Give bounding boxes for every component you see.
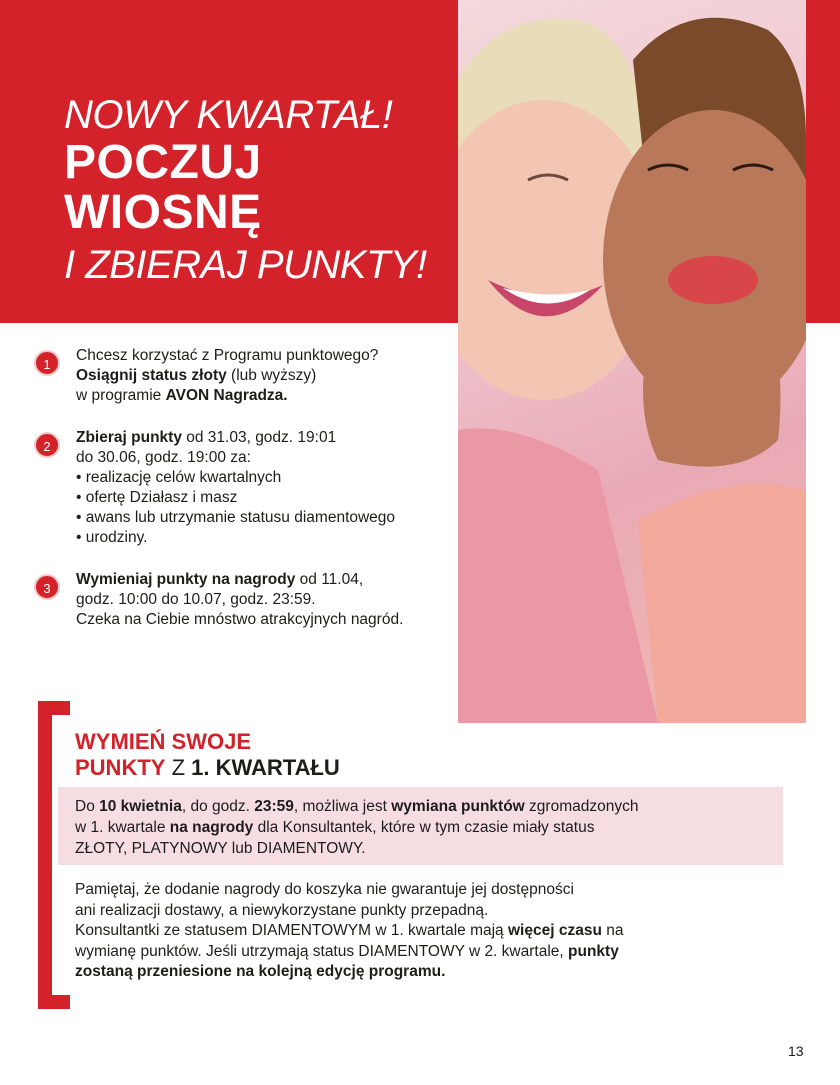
step-text-part: w programie — [76, 387, 166, 404]
step-1 — [34, 346, 454, 406]
highlight-line — [75, 817, 775, 838]
section-title-part: Z — [165, 755, 192, 780]
step-text-part: od 31.03, godz. 19:01 — [181, 429, 337, 446]
step-emphasis: AVON Nagradza. — [165, 387, 288, 404]
step-emphasis: Osiągnij status złoty — [76, 367, 227, 384]
bracket-decoration — [38, 995, 70, 1009]
step-number-badge: 3 — [34, 574, 60, 600]
bullet-item: • urodziny. — [76, 528, 454, 548]
notes-paragraph — [75, 880, 775, 983]
step-text: Chcesz korzystać z Programu punktowego? — [76, 347, 379, 364]
step-3 — [34, 570, 454, 630]
headline-line-3: WIOSNĘ — [64, 186, 262, 239]
section-title-part: 1. KWARTAŁU — [191, 755, 340, 780]
highlight-line: ZŁOTY, PLATYNOWY lub DIAMENTOWY. — [75, 840, 366, 857]
text-emphasis: zostaną przeniesione na kolejną edycję programu. — [75, 963, 446, 980]
text-part: na — [601, 922, 624, 939]
step-2 — [34, 428, 454, 548]
step-emphasis: Wymieniaj punkty na nagrody — [76, 571, 296, 588]
text-part: dla Konsultantek, które w tym czasie miały status — [253, 819, 595, 836]
step-number-badge: 2 — [34, 432, 60, 458]
text-part: , możliwa jest — [293, 798, 392, 815]
step-text: do 30.06, godz. 19:00 za: — [76, 449, 251, 466]
highlight-text — [75, 796, 775, 859]
text-part: , do godz. — [181, 798, 255, 815]
section-title — [75, 729, 340, 781]
section-title-part: PUNKTY — [75, 755, 166, 780]
notes-line — [75, 962, 775, 983]
step-text-part: (lub wyższy) — [226, 367, 317, 384]
headline-line-4: I ZBIERAJ PUNKTY! — [64, 243, 427, 287]
notes-line: Pamiętaj, że dodanie nagrody do koszyka nie gwarantuje jej dostępności — [75, 881, 574, 898]
text-emphasis: na nagrody — [169, 819, 254, 836]
headline-line-1: NOWY KWARTAŁ! — [64, 93, 393, 137]
bracket-decoration — [38, 701, 52, 1009]
page-number: 13 — [788, 1043, 804, 1059]
highlight-line — [75, 796, 775, 817]
step-emphasis: Zbieraj punkty — [76, 429, 182, 446]
section-title-line-1: WYMIEŃ SWOJE — [75, 729, 252, 754]
text-part: wymianę punktów. Jeśli utrzymają status DIAMENTOWY w 2. kwartale, — [75, 942, 569, 960]
step-text: godz. 10:00 do 10.07, godz. 23:59. — [76, 591, 316, 608]
step-text — [76, 570, 454, 590]
step-text — [76, 428, 454, 448]
text-part: w 1. kwartale — [75, 819, 170, 836]
bullet-item: • realizację celów kwartalnych — [76, 468, 454, 488]
text-part: zgromadzonych — [524, 798, 639, 815]
hero-photo-illustration — [458, 0, 806, 723]
notes-line — [75, 921, 775, 942]
bullet-item: • awans lub utrzymanie statusu diamentowego — [76, 508, 454, 528]
step-text: Czeka na Ciebie mnóstwo atrakcyjnych nagród. — [76, 611, 404, 628]
text-emphasis: 10 kwietnia — [99, 798, 182, 815]
headline-line-2: POCZUJ — [64, 136, 262, 189]
text-emphasis: więcej czasu — [508, 922, 602, 939]
text-emphasis: 23:59 — [254, 798, 294, 815]
text-part: Do — [75, 798, 100, 815]
headline — [64, 92, 427, 288]
step-text — [76, 366, 454, 386]
step-bullet-list — [76, 468, 454, 548]
step-text-part: od 11.04, — [295, 571, 364, 588]
steps-list — [34, 346, 454, 630]
step-text — [76, 386, 454, 406]
step-number-badge: 1 — [34, 350, 60, 376]
text-emphasis: wymiana punktów — [391, 798, 525, 815]
notes-line — [75, 942, 775, 963]
text-part: Konsultantki ze statusem DIAMENTOWYM w 1. kwartale mają — [75, 922, 508, 939]
text-emphasis: punkty — [568, 942, 619, 960]
hero-photo — [458, 0, 806, 723]
bullet-item: • ofertę Działasz i masz — [76, 488, 454, 508]
section-title-line-2 — [75, 755, 340, 781]
notes-line: ani realizacji dostawy, a niewykorzystane punkty przepadną. — [75, 901, 489, 919]
